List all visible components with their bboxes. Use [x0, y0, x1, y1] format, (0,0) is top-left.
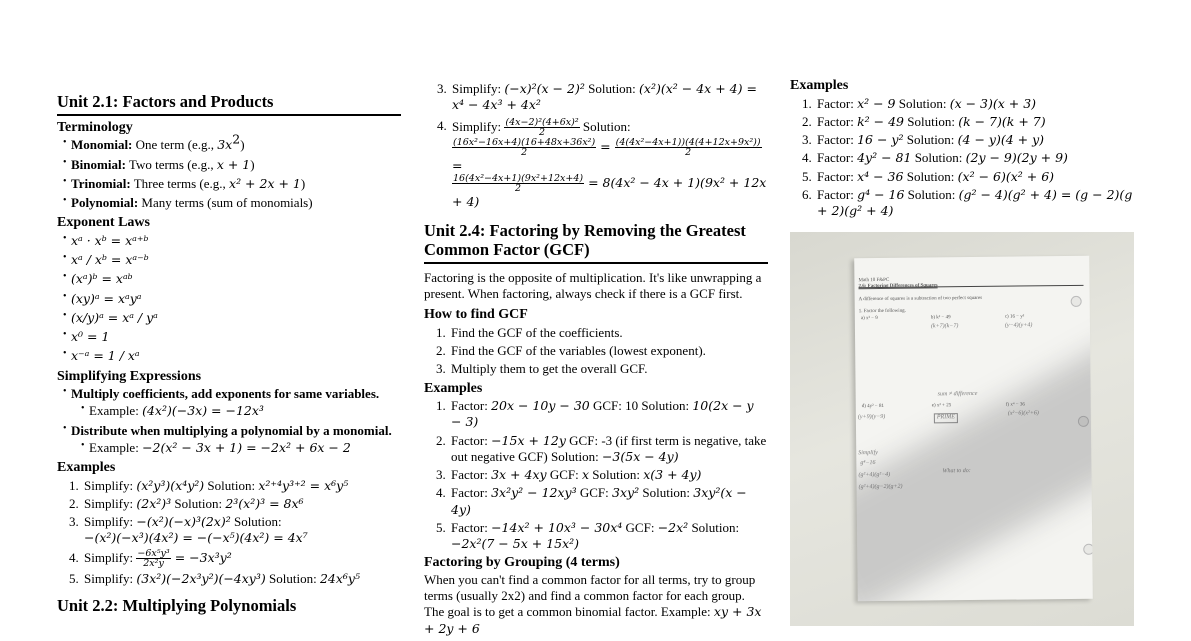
- example-item: 3. Factor: 3x + 4xy GCF: x Solution: x(3 + 4y): [449, 467, 768, 483]
- fraction: $\frac{\text{(4x−2)²(4+6x)²}}{2}$: [505, 116, 579, 138]
- difference-squares-examples-heading: Examples: [790, 78, 849, 93]
- gcf-steps-list: [424, 325, 768, 378]
- example-item: 5. Simplify: (3x²)(−2x³y²)(−4xy³) Solution: 24x⁶y⁵: [82, 571, 401, 587]
- example-item: 3. Simplify: −(x²)(−x)³(2x)² Solution: −(x²)(−x³)(4x²) = −(−x⁵)(4x²) = 4x⁷: [82, 514, 401, 547]
- difference-squares-examples-list: [790, 96, 1134, 220]
- simplifying-example: • Example: (4x²)(−3x) = −12x³: [81, 403, 401, 419]
- binder-hole: [1071, 296, 1082, 307]
- term-binomial: • Binomial: Two terms (e.g., x + 1): [63, 157, 401, 173]
- example-item: 4. Factor: 3x²y² − 12xy³ GCF: 3xy² Solution: 3xy²(x − 4y): [449, 485, 768, 518]
- simplifying-heading: Simplifying Expressions: [57, 368, 202, 384]
- worksheet-photo: [790, 232, 1134, 626]
- column-3: [790, 0, 1134, 221]
- grouping-text: When you can't find a common factor for all terms, try to group terms (usually 2x2) and find a common factor for each group. The goal is to get a common binomial factor. Example: xy + 3x + 2y + 6: [424, 571, 762, 636]
- gcf-examples-list: [424, 398, 768, 552]
- fraction: $\frac{\text{(16x²−16x+4)(16+48x+36x²)}}{2}$: [453, 136, 596, 158]
- how-to-gcf-heading: How to find GCF: [424, 307, 528, 323]
- grouping-heading: Factoring by Grouping (4 terms): [424, 555, 620, 571]
- unit-2-1-title: Unit 2.1: Factors and Products: [57, 93, 401, 116]
- example-item: 1. Simplify: (x²y³)(x⁴y²) Solution: x²⁺⁴y³⁺² = x⁶y⁵: [82, 478, 401, 494]
- photo-shadow: [854, 313, 1093, 601]
- example-item: 1. Factor: 20x − 10y − 30 GCF: 10 Solution: 10(2x − y − 3): [449, 398, 768, 431]
- term-monomial: • Monomial: One term (e.g., $3x^2$): [63, 137, 401, 153]
- terminology-heading: Terminology: [57, 119, 133, 135]
- simplifying-list: [57, 386, 401, 456]
- example-item: 5. Factor: −14x² + 10x³ − 30x⁴ GCF: −2x² Solution: −2x²(7 − 5x + 15x²): [449, 520, 768, 553]
- example-item: 4. Simplify: $\frac{\text{−6x⁵y³}}{\text{2x²y}}$ = −3x³y²: [82, 549, 401, 569]
- example-item: 5. Factor: x⁴ − 36 Solution: (x² − 6)(x² + 6): [815, 169, 1134, 185]
- exponent-law: • xᵃ / xᵇ = xᵃ⁻ᵇ: [63, 252, 401, 268]
- example-item: 2. Factor: −15x + 12y GCF: -3 (if first term is negative, take out negative GCF) Solution: −3(5x − 4y): [449, 433, 768, 466]
- example-item: 6. Factor: g⁴ − 16 Solution: (g² − 4)(g² + 4) = (g − 2)(g + 2)(g² + 4): [815, 187, 1134, 220]
- example-item: 2. Simplify: (2x²)³ Solution: 2³(x²)³ = 8x⁶: [82, 496, 401, 512]
- column-2: [424, 0, 768, 641]
- example-item: 4. Simplify: $\frac{\text{(4x−2)²(4+6x)²}}{2}$ Solution: $\frac{\text{(16x²−16x+4)(16+48x+36x²)}}{2}$ = $\frac{\text{(4(4x²−4x+1))(4(4+12x+9x²))}}{2}$ = $\frac{\text{16(4x²−4x+1)(9x²+12x+4)}}{2}$ = 8(4x² − 4x + 1)(9x² + 12x + 4): [450, 118, 768, 211]
- example-item: 3. Factor: 16 − y² Solution: (4 − y)(4 + y): [815, 132, 1134, 148]
- simplifying-example: • Example: −2(x² − 3x + 1) = −2x² + 6x − 2: [81, 440, 401, 456]
- example-item: 3. Simplify: (−x)²(x − 2)² Solution: (x²)(x² − 4x + 4) = x⁴ − 4x³ + 4x²: [450, 81, 768, 114]
- exponent-law: • xᵃ · xᵇ = xᵃ⁺ᵇ: [63, 233, 401, 249]
- exponent-law: • x⁻ᵃ = 1 / xᵃ: [63, 348, 401, 364]
- binder-hole: [1083, 544, 1093, 555]
- terminology-list: [57, 132, 401, 211]
- simplifying-rule: • Distribute when multiplying a polynomial by a monomial. • Example: −2(x² − 3x + 1) = −2x² + 6x − 2: [63, 423, 401, 457]
- exponent-law: • x⁰ = 1: [63, 329, 401, 345]
- example-item: 2. Factor: k² − 49 Solution: (k − 7)(k + 7): [815, 114, 1134, 130]
- fraction: $\frac{\text{16(4x²−4x+1)(9x²+12x+4)}}{2}$: [453, 172, 584, 195]
- gcf-examples-heading: Examples: [424, 380, 483, 396]
- gcf-intro: Factoring is the opposite of multiplication. It's like unwrapping a present. When factoring, always check if there is a GCF first.: [424, 269, 762, 302]
- unit-2-2-title: Unit 2.2: Multiplying Polynomials: [57, 595, 297, 615]
- gcf-step: 2. Find the GCF of the variables (lowest exponent).: [449, 343, 768, 359]
- exponent-laws-heading: Exponent Laws: [57, 215, 150, 231]
- gcf-step: 3. Multiply them to get the overall GCF.: [449, 361, 768, 377]
- simplifying-rule: • Multiply coefficients, add exponents for same variables. • Example: (4x²)(−3x) = −12x³: [63, 386, 401, 420]
- worksheet-paper: Math 10 F&PC 2.6: Factoring Differences of Squares A difference of squares is a subtraction of two perfect squares 1. Factor the following. a) x² − 9 b) k² − 49 c) 16 − y² (k+7)(k−7) (y−4)(y+4) sum ≠ difference d) 4y² − 81 e) x² + 25 f) x⁴ − 36 (y+9)(y−9) PRIME (x²−6)(x²+6) Simplify g⁴−16 (g²+4)(g²−4) (g²+4)(g−2)(g+2) What to do:: [854, 256, 1093, 601]
- exponent-law: • (x/y)ᵃ = xᵃ / yᵃ: [63, 310, 401, 326]
- unit-2-4-title: Unit 2.4: Factoring by Removing the Greatest Common Factor (GCF): [424, 222, 768, 264]
- exponent-law: • (xᵃ)ᵇ = xᵃᵇ: [63, 271, 401, 287]
- exponent-laws-list: [57, 233, 401, 365]
- column-1: [57, 0, 401, 618]
- gcf-step: 1. Find the GCF of the coefficients.: [449, 325, 768, 341]
- simplify-examples-list: [57, 478, 401, 587]
- continued-examples-list: [424, 81, 768, 210]
- fraction: $\frac{\text{−6x⁵y³}}{\text{2x²y}}$: [137, 547, 170, 570]
- term-polynomial: • Polynomial: Many terms (sum of monomials): [63, 195, 401, 211]
- example-item: 1. Factor: x² − 9 Solution: (x − 3)(x + 3): [815, 96, 1134, 112]
- fraction: $\frac{\text{(4(4x²−4x+1))(4(4+12x+9x²))}}{2}$: [615, 136, 761, 158]
- term-trinomial: • Trinomial: Three terms (e.g., x² + 2x + 1): [63, 176, 401, 192]
- example-item: 4. Factor: 4y² − 81 Solution: (2y − 9)(2y + 9): [815, 150, 1134, 166]
- exponent-law: • (xy)ᵃ = xᵃyᵃ: [63, 291, 401, 307]
- examples-heading: Examples: [57, 460, 116, 476]
